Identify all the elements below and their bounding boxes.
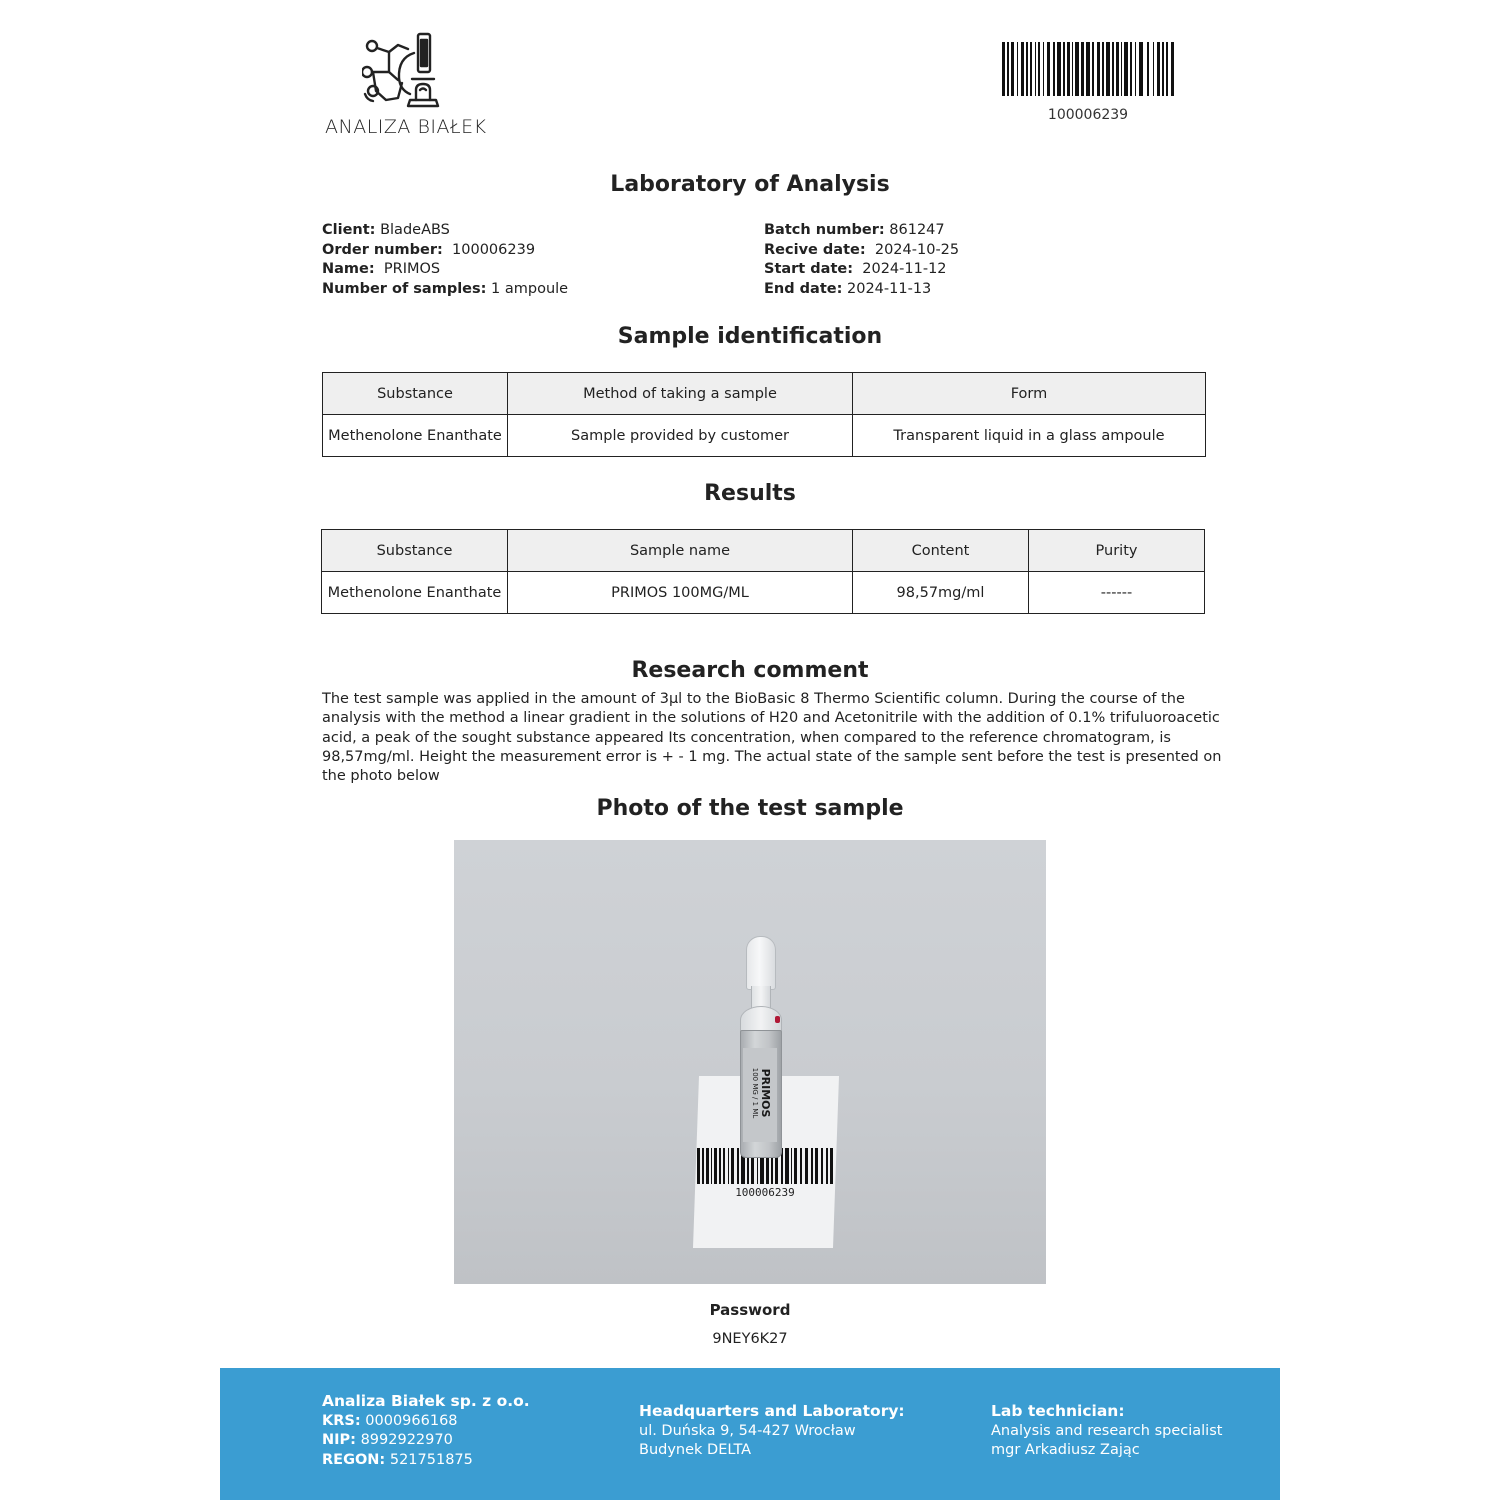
ampoule-label-name: PRIMOS: [759, 1068, 772, 1118]
logo-text: ANALIZA BIAŁEK: [325, 116, 487, 138]
password-value: 9NEY6K27: [712, 1331, 788, 1347]
photo-title: Photo of the test sample: [596, 796, 904, 821]
header-method: Method of taking a sample: [508, 373, 853, 415]
order-info-right: [764, 221, 959, 299]
header-content: Content: [853, 530, 1029, 572]
sticker-number: 100006239: [735, 1186, 795, 1199]
header-sample-name: Sample name: [508, 530, 853, 572]
sample-photo: [454, 840, 1046, 1284]
ampoule-label-dose: 100 MG / 1 ML: [751, 1067, 759, 1119]
header-purity: Purity: [1029, 530, 1205, 572]
password-label: Password: [709, 1301, 791, 1319]
footer: [220, 1368, 1280, 1500]
headquarters-building: Budynek DELTA: [639, 1442, 752, 1458]
cell-content: 98,57mg/ml: [853, 572, 1029, 614]
sample-identification-title: Sample identification: [617, 324, 883, 349]
company-logo: [320, 28, 520, 138]
cell-substance: Methenolone Enanthate: [322, 572, 508, 614]
end-date-row: End date: 2024-11-13: [764, 280, 932, 297]
barcode-number: 100006239: [1047, 107, 1129, 123]
research-comment-title: Research comment: [631, 658, 869, 683]
ampoule-break-dot: [775, 1016, 780, 1023]
order-info-left: [322, 221, 568, 299]
batch-number-row: Batch number: 861247: [764, 222, 945, 238]
results-table: [321, 529, 1205, 614]
ampoule-neck: [751, 986, 771, 1008]
table-row: [322, 572, 1205, 614]
headquarters-address: ul. Duńska 9, 54-427 Wrocław: [639, 1422, 856, 1439]
header-form: Form: [853, 373, 1206, 415]
molecule-microscope-icon: [362, 28, 454, 112]
regon-row: REGON: 521751875: [322, 1451, 473, 1468]
table-header-row: [323, 373, 1206, 415]
cell-substance: Methenolone Enanthate: [323, 415, 508, 457]
ampoule-label: [743, 1048, 777, 1142]
table-header-row: [322, 530, 1205, 572]
sample-identification-table: [322, 372, 1206, 457]
barcode-image: [1002, 42, 1174, 96]
ampoule-tip: [746, 936, 776, 990]
technician-title: Lab technician:: [991, 1402, 1125, 1420]
header-substance: Substance: [322, 530, 508, 572]
research-comment-text: The test sample was applied in the amount of 3µl to the BioBasic 8 Thermo Scientific column. During the course of the analysis with the method a linear gradient in the solutions of H20 and Acetonitrile with the addition of 0.1% trifuluoroacetic acid, a peak of the sought substance appeared Its concentration, when compared to the reference chromatogram, is 98,57mg/ml. Height the measurement error is + - 1 mg. The actual state of the sample sent before the test is presented on the photo below: [322, 691, 1222, 785]
client-row: Client: BladeABS: [322, 222, 450, 238]
samples-row: Number of samples: 1 ampoule: [322, 280, 569, 297]
cell-sample-name: PRIMOS 100MG/ML: [508, 572, 853, 614]
cell-purity: ------: [1029, 572, 1205, 614]
results-title: Results: [704, 481, 796, 506]
name-row: Name: PRIMOS: [322, 261, 441, 277]
krs-row: KRS: 0000966168: [322, 1412, 458, 1429]
technician-role: Analysis and research specialist: [991, 1422, 1223, 1439]
cell-form: Transparent liquid in a glass ampoule: [853, 415, 1206, 457]
cell-method: Sample provided by customer: [508, 415, 853, 457]
receive-date-row: Recive date: 2024-10-25: [764, 241, 960, 258]
technician-name: mgr Arkadiusz Zając: [991, 1442, 1140, 1458]
table-row: [323, 415, 1206, 457]
footer-technician: [991, 1402, 1222, 1461]
company-name: Analiza Białek sp. z o.o.: [322, 1392, 530, 1410]
order-number-row: Order number: 100006239: [322, 241, 536, 258]
start-date-row: Start date: 2024-11-12: [764, 261, 947, 277]
header-substance: Substance: [323, 373, 508, 415]
footer-headquarters: [639, 1402, 905, 1461]
headquarters-title: Headquarters and Laboratory:: [639, 1402, 905, 1420]
page-title: Laboratory of Analysis: [610, 172, 890, 197]
footer-company: [322, 1392, 530, 1470]
nip-row: NIP: 8992922970: [322, 1432, 453, 1448]
